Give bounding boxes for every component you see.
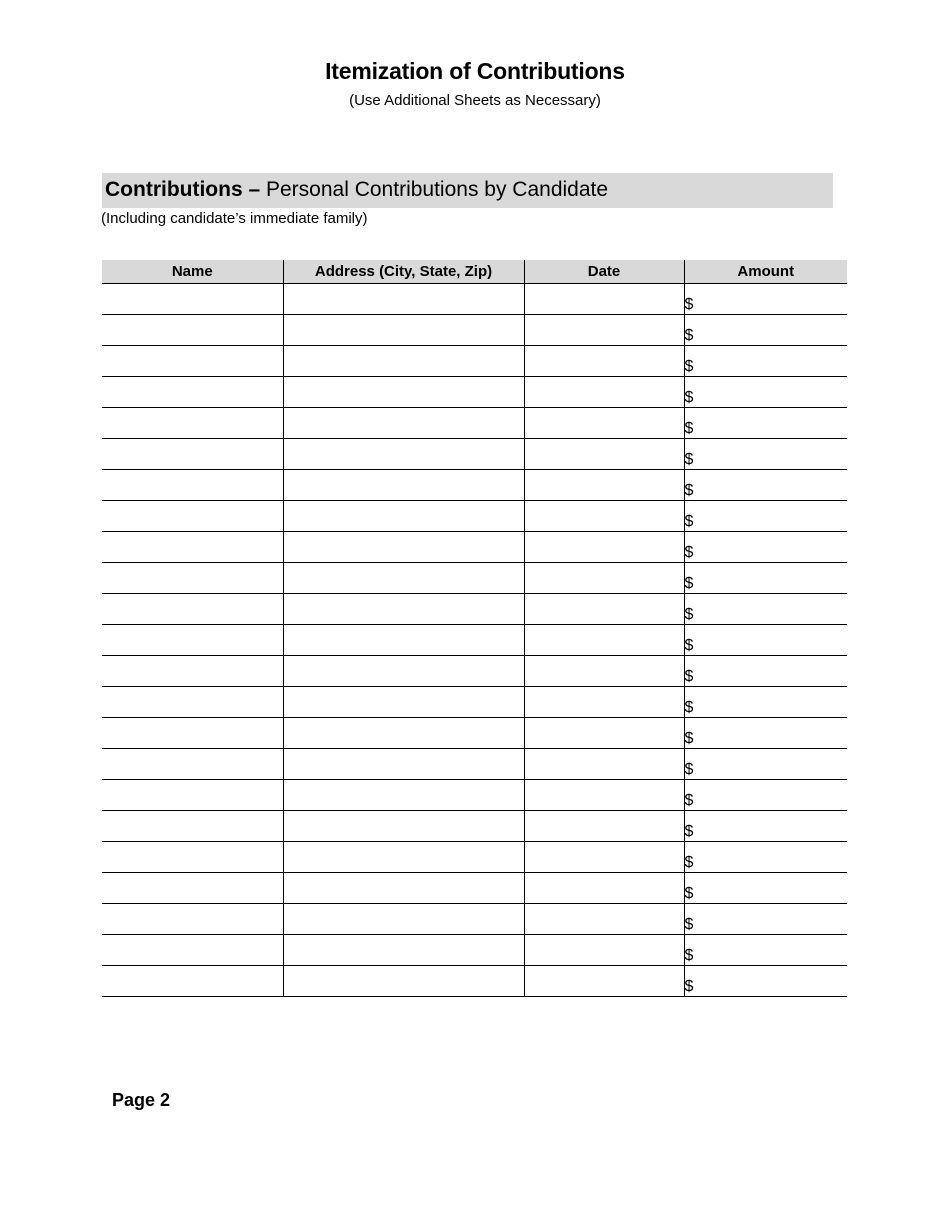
- table-row: [102, 594, 847, 625]
- amount-cell[interactable]: $: [684, 594, 847, 625]
- name-cell[interactable]: [102, 501, 283, 532]
- table-row: [102, 811, 847, 842]
- section-header: [102, 173, 833, 208]
- amount-cell[interactable]: $: [684, 904, 847, 935]
- amount-cell[interactable]: $: [684, 532, 847, 563]
- section-note: (Including candidate’s immediate family): [101, 210, 368, 227]
- address-cell[interactable]: [283, 718, 524, 749]
- name-cell[interactable]: [102, 346, 283, 377]
- address-cell[interactable]: [283, 842, 524, 873]
- table-row: [102, 656, 847, 687]
- address-cell[interactable]: [283, 749, 524, 780]
- table-row: [102, 501, 847, 532]
- name-cell[interactable]: [102, 780, 283, 811]
- page-title: Itemization of Contributions: [325, 58, 625, 84]
- date-cell[interactable]: [524, 408, 684, 439]
- name-cell[interactable]: [102, 377, 283, 408]
- name-cell[interactable]: [102, 532, 283, 563]
- amount-cell[interactable]: $: [684, 749, 847, 780]
- date-cell[interactable]: [524, 532, 684, 563]
- amount-cell[interactable]: $: [684, 718, 847, 749]
- address-cell[interactable]: [283, 935, 524, 966]
- address-cell[interactable]: [283, 284, 524, 315]
- name-cell[interactable]: [102, 718, 283, 749]
- table-row: [102, 749, 847, 780]
- date-cell[interactable]: [524, 377, 684, 408]
- date-cell[interactable]: [524, 749, 684, 780]
- amount-cell[interactable]: $: [684, 284, 847, 315]
- page-subtitle: (Use Additional Sheets as Necessary): [349, 92, 601, 109]
- date-cell[interactable]: [524, 470, 684, 501]
- date-cell[interactable]: [524, 904, 684, 935]
- amount-cell[interactable]: $: [684, 687, 847, 718]
- address-cell[interactable]: [283, 470, 524, 501]
- amount-cell[interactable]: $: [684, 625, 847, 656]
- amount-cell[interactable]: $: [684, 811, 847, 842]
- table-row: [102, 439, 847, 470]
- table-row: [102, 842, 847, 873]
- table-row: [102, 687, 847, 718]
- amount-cell[interactable]: $: [684, 563, 847, 594]
- name-cell[interactable]: [102, 470, 283, 501]
- name-cell[interactable]: [102, 625, 283, 656]
- table-row: [102, 625, 847, 656]
- date-cell[interactable]: [524, 811, 684, 842]
- amount-cell[interactable]: $: [684, 439, 847, 470]
- address-cell[interactable]: [283, 315, 524, 346]
- amount-cell[interactable]: $: [684, 873, 847, 904]
- date-cell[interactable]: [524, 594, 684, 625]
- address-cell[interactable]: [283, 687, 524, 718]
- address-cell[interactable]: [283, 501, 524, 532]
- date-cell[interactable]: [524, 780, 684, 811]
- date-cell[interactable]: [524, 873, 684, 904]
- table-row: [102, 377, 847, 408]
- name-cell[interactable]: [102, 811, 283, 842]
- date-cell[interactable]: [524, 687, 684, 718]
- column-header-amount: Amount: [684, 260, 847, 284]
- column-header-date: Date: [524, 260, 684, 284]
- address-cell[interactable]: [283, 594, 524, 625]
- date-cell[interactable]: [524, 625, 684, 656]
- date-cell[interactable]: [524, 842, 684, 873]
- amount-cell[interactable]: $: [684, 377, 847, 408]
- page-number: Page 2: [112, 1090, 171, 1110]
- date-cell[interactable]: [524, 718, 684, 749]
- name-cell[interactable]: [102, 594, 283, 625]
- amount-cell[interactable]: $: [684, 656, 847, 687]
- table-row: [102, 532, 847, 563]
- amount-cell[interactable]: $: [684, 408, 847, 439]
- address-cell[interactable]: [283, 532, 524, 563]
- name-cell[interactable]: [102, 656, 283, 687]
- address-cell[interactable]: [283, 377, 524, 408]
- date-cell[interactable]: [524, 966, 684, 997]
- date-cell[interactable]: [524, 315, 684, 346]
- address-cell[interactable]: [283, 780, 524, 811]
- name-cell[interactable]: [102, 842, 283, 873]
- name-cell[interactable]: [102, 439, 283, 470]
- name-cell[interactable]: [102, 904, 283, 935]
- contributions-table: [102, 260, 847, 997]
- section-title-rest: Personal Contributions by Candidate: [266, 178, 609, 201]
- amount-cell[interactable]: $: [684, 501, 847, 532]
- table-row: [102, 904, 847, 935]
- address-cell[interactable]: [283, 966, 524, 997]
- table-row: [102, 873, 847, 904]
- date-cell[interactable]: [524, 656, 684, 687]
- table-row: [102, 346, 847, 377]
- address-cell[interactable]: [283, 904, 524, 935]
- name-cell[interactable]: [102, 315, 283, 346]
- amount-cell[interactable]: $: [684, 935, 847, 966]
- section-title-bold: Contributions –: [105, 178, 261, 201]
- name-cell[interactable]: [102, 749, 283, 780]
- table-row: [102, 470, 847, 501]
- name-cell[interactable]: [102, 408, 283, 439]
- name-cell[interactable]: [102, 563, 283, 594]
- table-body: [102, 284, 847, 997]
- name-cell[interactable]: [102, 284, 283, 315]
- address-cell[interactable]: [283, 811, 524, 842]
- table-row: [102, 315, 847, 346]
- name-cell[interactable]: [102, 935, 283, 966]
- date-cell[interactable]: [524, 439, 684, 470]
- address-cell[interactable]: [283, 625, 524, 656]
- date-cell[interactable]: [524, 563, 684, 594]
- address-cell[interactable]: [283, 439, 524, 470]
- date-cell[interactable]: [524, 346, 684, 377]
- column-header-name: Name: [102, 260, 283, 284]
- date-cell[interactable]: [524, 284, 684, 315]
- name-cell[interactable]: [102, 873, 283, 904]
- address-cell[interactable]: [283, 563, 524, 594]
- amount-cell[interactable]: $: [684, 346, 847, 377]
- table-row: [102, 718, 847, 749]
- column-header-address: Address (City, State, Zip): [283, 260, 524, 284]
- address-cell[interactable]: [283, 346, 524, 377]
- amount-cell[interactable]: $: [684, 780, 847, 811]
- address-cell[interactable]: [283, 656, 524, 687]
- amount-cell[interactable]: $: [684, 470, 847, 501]
- table-row: [102, 284, 847, 315]
- table-row: [102, 408, 847, 439]
- address-cell[interactable]: [283, 873, 524, 904]
- table-row: [102, 935, 847, 966]
- amount-cell[interactable]: $: [684, 315, 847, 346]
- amount-cell[interactable]: $: [684, 842, 847, 873]
- address-cell[interactable]: [283, 408, 524, 439]
- name-cell[interactable]: [102, 966, 283, 997]
- table-row: [102, 966, 847, 997]
- table-row: [102, 780, 847, 811]
- date-cell[interactable]: [524, 501, 684, 532]
- date-cell[interactable]: [524, 935, 684, 966]
- amount-cell[interactable]: $: [684, 966, 847, 997]
- table-header-row: [102, 260, 847, 284]
- name-cell[interactable]: [102, 687, 283, 718]
- table-row: [102, 563, 847, 594]
